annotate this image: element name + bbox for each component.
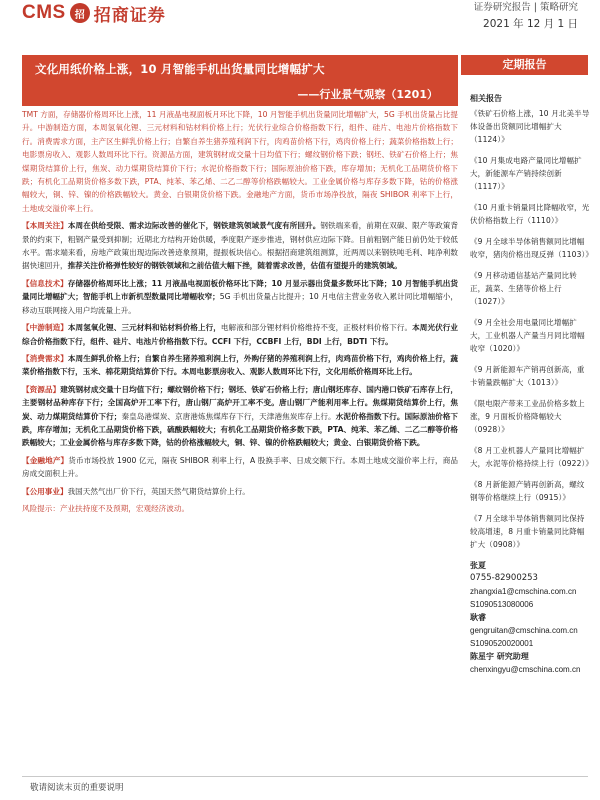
related-reports-heading: 相关报告 bbox=[470, 94, 502, 103]
report-subtitle: ——行业景气观察（1201） bbox=[297, 88, 438, 101]
report-title: 文化用纸价格上涨，10 月智能手机出货量同比增幅扩大 bbox=[35, 62, 325, 76]
section-lead: 本周氢氧化锂、三元材料和钴材料价格上行， bbox=[67, 323, 221, 333]
risk-warning: 风险提示：产业扶持度不及预期，宏观经济波动。 bbox=[22, 503, 190, 513]
section-tag: 【本周关注】 bbox=[22, 221, 68, 231]
section-body: 秦皇岛港煤炭、京唐港炼焦煤库存下行，天津港焦炭库存上行。 bbox=[121, 411, 336, 421]
analyst-contact bbox=[470, 611, 590, 650]
section-tag: 【公用事业】 bbox=[22, 486, 68, 496]
section-tail: 推荐关注价格弹性较好的钢铁领域和之前估值大幅下挫，随着需求改善，估值有望提升的建筑领域。 bbox=[67, 261, 402, 271]
section-lead: 存储器价格周环比上涨；11 月液晶电视面板价格环比下降；10 月显示器出货量多数环比下降；10 月智能手机出货量同比增幅扩大；智能手机上市新机型数量同比增幅收窄； bbox=[22, 278, 459, 302]
section-tail: 本周光伏行业综合价格指数下行，组件、硅片、电池片价格指数下行。CCFI 下行，CCBFI 上行，BDI 上行，BDTI 下行。 bbox=[22, 323, 459, 346]
section-tail: 水泥价格指数下行。国际原油价格下跌，库存增加；无机化工品期货价格下跌，硫酸跌幅较大；有机化工品期货价格多数下跌，PTA、纯苯、苯乙烯、二乙二醇等价格跌幅较大；工业金属价格与库存多数下降，钴的价格涨幅较大，铜、锌、镍的价格跌幅较大；黄金、白银期货价格下跌。 bbox=[22, 411, 459, 448]
section-paragraph bbox=[22, 321, 458, 348]
section-lead: 本周生鲜乳价格上行； bbox=[67, 353, 145, 363]
report-date: 2021 年 12 月 1 日 bbox=[483, 18, 578, 30]
related-report-link[interactable]: 《8 月新能源产销再创新高，螺纹钢等价格继续上行（0915）》 bbox=[470, 480, 585, 502]
related-report-link[interactable]: 《9 月全社会用电量同比增幅扩大，工业机器人产量当月同比增幅收窄（1020）》 bbox=[470, 318, 585, 353]
analyst-email[interactable]: gengruitan@cmschina.com.cn bbox=[470, 626, 578, 635]
report-header-info bbox=[474, 0, 578, 32]
section-tag: 【金融地产】 bbox=[22, 455, 69, 465]
footer-disclaimer: 敬请阅读末页的重要说明 bbox=[30, 783, 124, 793]
logo-latin-text: CMS bbox=[22, 2, 66, 23]
section-paragraph bbox=[22, 383, 458, 450]
related-report-link[interactable]: 《9 月移动通信基站产量同比转正，蔬菜、生猪等价格上行（1027）》 bbox=[470, 271, 577, 306]
section-tag: 【消费需求】 bbox=[22, 353, 68, 363]
section-body: 钢铁端来看，前期在双碳、限产等政策背景的约束下，粗钢产量受到抑制；近期北方结构开始供暖，季度限产逐步推进，钢材供应边际下降。目前粗钢产能日前仍处于较低水平。需求端来看，房地产政策出现边际改善迹象预期，提振板块信心。根据招商建筑组测算，近两周以来钢铁吨毛利、吨净利数据快速回升， bbox=[22, 221, 459, 271]
section-body: 电解液和部分锂材料价格维持不变，正极材料价格下行。 bbox=[220, 323, 413, 333]
title-banner bbox=[22, 55, 458, 106]
analyst-contact bbox=[470, 650, 590, 676]
related-report-link[interactable]: 《7 月全球半导体销售额同比保持较高增速，8 月重卡销量同比降幅扩大（0908）》 bbox=[470, 514, 585, 549]
section-tag: 【资源品】 bbox=[22, 384, 61, 394]
section-paragraph bbox=[22, 485, 458, 498]
section-body: 5G 手机出货量占比提升；10 月电信主营业务收入累计同比增幅缩小，移动互联网接入用户均流量上升。 bbox=[22, 292, 458, 315]
analyst-name: 陈星宇 研究助理 bbox=[470, 652, 529, 661]
analyst-email[interactable]: chenxingyu@cmschina.com.cn bbox=[470, 665, 581, 674]
analyst-name: 张夏 bbox=[470, 561, 486, 570]
analyst-name: 耿睿 bbox=[470, 613, 486, 622]
section-tag: 【信息技术】 bbox=[22, 278, 68, 288]
related-report-link[interactable]: 《8 月工业机器人产量同比增幅扩大，水泥等价格持续上行（0922）》 bbox=[470, 446, 594, 468]
section-paragraph bbox=[22, 454, 458, 481]
report-type-badge: 定期报告 bbox=[461, 55, 588, 75]
section-tag: 【中游制造】 bbox=[22, 323, 68, 333]
related-report-link[interactable]: 《9 月新能源车产销再创新高，重卡销量跌幅扩大（1013）》 bbox=[470, 365, 585, 387]
related-report-link[interactable]: 《9 月全球半导体销售额同比增幅收窄，猪肉价格出现反弹（1103）》 bbox=[470, 237, 594, 259]
analyst-email[interactable]: zhangxia1@cmschina.com.cn bbox=[470, 587, 577, 596]
analyst-cert-number: S1090520020001 bbox=[470, 639, 534, 648]
section-lead: 本周在供给受限、需求边际改善的催化下，钢铁建筑领域景气度有所回升。 bbox=[67, 221, 321, 231]
section-paragraph bbox=[22, 277, 458, 317]
logo-chinese-text: 招商证券 bbox=[93, 5, 166, 26]
related-report-link[interactable]: 《10 月集成电路产量同比增幅扩大，新能源车产销持续创新（1117）》 bbox=[470, 156, 582, 191]
section-body: 我国天然气出厂价下行，英国天然气期货结算价上行。 bbox=[67, 486, 250, 496]
section-body: 货币市场投放 1900 亿元，隔夜 SHIBOR 利率上行，A 股换手率、日成交额下行。本周土地成交溢价率上行，商品房成交面积上升。 bbox=[22, 455, 458, 479]
logo-badge-icon: 招 bbox=[70, 3, 90, 23]
main-content bbox=[22, 108, 458, 519]
summary-paragraph: TMT 方面，存储器价格周环比上涨，11 月液晶电视面板月环比下降，10 月智能手机出货量同比增幅扩大，5G 手机出货量占比提升。中游制造方面，本周氢氧化锂、三元材料和钴材料价格上行；光伏行业综合价格指数下行，组件、硅片、电池片价格指数下行。消费需求方面，主产区生鲜乳价格上行；自繁自养生猪养殖利润下行，肉鸡苗价格下行，鸡肉价格上行；蔬菜价格指数上行；电影票房收入、观影人数周环比下行。资源品方面，建筑钢材成交量十日均值下行；螺纹钢价格下跌；钢坯、铁矿石价格上行；焦煤期货结算价上行，焦炭、动力煤期货结算价下行；水泥价格指数下行；国际原油价格下跌，库存增加；无机化工品期货价格下跌；有机化工品期货价格多数下跌，PTA、纯苯、苯乙烯、二乙二醇等价格跌幅较大。工业金属价格与库存多数下降，钴的价格涨幅较大，铜、锌、镍的价格跌幅较大。黄金、白银期货价格下跌。金融地产方面，货币市场净投放，隔夜 SHIBOR 利率下上行，土地成交溢价率上行。 bbox=[22, 110, 458, 213]
related-report-link[interactable]: 《10 月重卡销量同比降幅收窄，光伏价格指数上行（1110）》 bbox=[470, 203, 590, 225]
section-lead: 建筑钢材成交量十日均值下行；螺纹钢价格下行；钢坯、铁矿石价格上行；唐山钢坯库存、国内港口铁矿石库存上行，主要钢材品种库存下行；全国高炉开工率下行，唐山钢厂高炉开工率不变。唐山钢厂产能利用率上行。焦煤期货结算价上行，焦炭、动力煤期货结算价下行； bbox=[22, 384, 458, 421]
related-report-link[interactable]: 《限电限产带来工业品价格多数上涨，9 月面板价格降幅较大（0928）》 bbox=[470, 399, 585, 434]
analyst-phone: 0755-82900253 bbox=[470, 573, 538, 583]
section-paragraph bbox=[22, 352, 458, 379]
sidebar bbox=[470, 92, 594, 676]
analyst-cert-number: S1090513080006 bbox=[470, 600, 534, 609]
related-report-link[interactable]: 《铁矿石价格上涨，10 月北美半导体设备出货额同比增幅扩大（1124）》 bbox=[470, 109, 590, 144]
footer-divider bbox=[22, 776, 588, 777]
report-series: 证券研究报告 | 策略研究 bbox=[473, 2, 578, 13]
section-tail: 自繁自养生猪养殖利润上行，外购仔猪的养殖利润上行，肉鸡苗价格下行，鸡肉价格上行，蔬菜价格指数下行，玉米、棉花期货结算价下行。本周电影票房收入、观影人数周环比下行，文化用纸价格周环比上行。 bbox=[22, 353, 459, 377]
company-logo bbox=[22, 0, 166, 26]
section-paragraph bbox=[22, 219, 458, 273]
analyst-contact bbox=[470, 559, 590, 611]
